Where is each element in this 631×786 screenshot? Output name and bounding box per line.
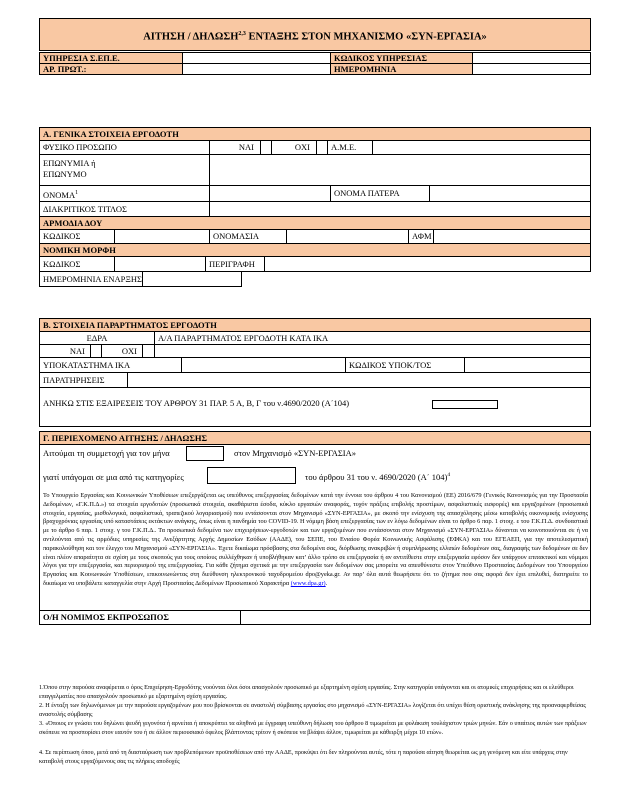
form-title: ΑΙΤΗΣΗ / ΔΗΛΩΣΗ	[143, 31, 239, 43]
legal-code-field[interactable]	[114, 256, 206, 272]
form-title-rest: ΕΝΤΑΞΗΣ ΣΤΟΝ ΜΗΧΑΝΙΣΜΟ «ΣΥΝ-ΕΡΓΑΣΙΑ»	[245, 31, 487, 43]
legal-rep-label: Ο/Η ΝΟΜΙΜΟΣ ΕΚΠΡΟΣΩΠΟΣ	[39, 610, 241, 625]
surname-label-line1: ΕΠΩΝΥΜΙΑ ή	[43, 158, 96, 168]
legal-code-label: ΚΩΔΙΚΟΣ	[39, 256, 115, 272]
request-line1-a: Αιτούμαι τη συμμετοχή για τον μήνα	[43, 448, 170, 458]
distinctive-title-field[interactable]	[209, 201, 591, 217]
exceptions-row	[39, 387, 591, 427]
footnote-1: 1.Όπου στην παρούσα αναφέρεται ο όρος Επιχείρηση-Εργοδότης νοούνται όλοι όσοι απασχολούν προσωπικό με εξαρτημένη σχέση εργασίας. Στην κατηγορία υπάγονται και οι ατομικές επιχειρήσεις και οι ελεύθεροι επαγγελματίες που απασχολούν προσωπικό με εξαρτημένη σχέση εργασίας.	[39, 684, 574, 700]
footnote-2: 2. Η ένταξη των δηλωνόμενων με την παρούσα εργαζομένων μου που βρίσκονται σε αναστολή σύμβασης εργασίας στο μηχανισμό «ΣΥΝ-ΕΡΓΑΣΙΑ» λογίζεται ότι υπέχει θέση οριστικής ανάκλησης της προαναφερθείσας αναστολής σύμβασης	[39, 702, 586, 718]
privacy-notice	[43, 492, 588, 589]
branch-am-label: Α/Α ΠΑΡΑΡΤΗΜΑΤΟΣ ΕΡΓΟΔΟΤΗ ΚΑΤΑ ΙΚΑ	[154, 331, 591, 345]
surname-label	[39, 154, 210, 186]
legal-description-label: ΠΕΡΙΓΡΑΦΗ	[205, 256, 265, 272]
footnote-4: 4. Σε περίπτωση όπου, μετά από τη διασταύρωση των προβλεπόμενων προϋποθέσεων από την ΑΑΔΕ, προκύψει ότι δεν πληρούνται αυτές, τότε η παρούσα αίτηση θεωρείται ως μη γενόμενη και είτε υπάρχεις στην καταβολή στους εργαζόμενους σας τις πλήρεις αποδοχές	[39, 749, 568, 765]
subsector-code-label: ΚΩΔΙΚΟΣ ΥΠΟΚ/ΤΟΣ	[345, 357, 465, 373]
surname-label-line2: ΕΠΩΝΥΜΟ	[43, 169, 87, 179]
doy-denomination-field[interactable]	[286, 229, 409, 244]
request-line2-sup: 4	[447, 472, 451, 478]
footnote-3: 3. «Όποιος εν γνώσει του δηλώνει ψευδή γεγονότα ή αρνείται ή αποκρύπτει τα αληθινά με έγγραφη υπεύθυνη δήλωση του άρθρου 8 τιμωρείται με φυλάκιση τουλάχιστον τριών μηνών. Εάν ο υπαίτιος αυτών των πράξεων σκόπευε να προσπορίσει στον εαυτόν του ή σε άλλον περιουσιακό όφελος βλάπτοντας τρίτον ή σκόπευε να βλάψει άλλον, τιμωρείται με κάθειρξη μέχρι 10 ετών».	[39, 720, 587, 736]
name-field[interactable]	[209, 185, 331, 202]
branch-am-field[interactable]	[154, 344, 591, 358]
legal-rep-field[interactable]	[240, 610, 591, 625]
remarks-field[interactable]	[127, 372, 591, 388]
remarks-label: ΠΑΡΑΤΗΡΗΣΕΙΣ	[39, 372, 128, 388]
afm-label: ΑΦΜ	[408, 229, 434, 244]
erda-no-label: ΟΧΙ	[101, 344, 143, 358]
start-date-label: ΗΜΕΡΟΜΗΝΙΑ ΕΝΑΡΞΗΣ	[39, 271, 143, 287]
protocol-label: ΑΡ. ΠΡΩΤ.:	[39, 63, 183, 75]
date-field[interactable]	[472, 63, 591, 75]
request-line2-b	[305, 470, 450, 483]
doy-denomination-label: ΟΝΟΜΑΣΙΑ	[209, 229, 287, 244]
branch-row1-left	[39, 331, 155, 345]
exceptions-checkbox[interactable]	[432, 400, 498, 409]
ika-branch-label: ΥΠΟΚΑΤΑΣΤΗΜΑ ΙΚΑ	[39, 357, 182, 373]
form-title-sup: 2,3	[238, 31, 246, 37]
protocol-field[interactable]	[182, 63, 331, 75]
father-name-label: ΟΝΟΜΑ ΠΑΤΕΡΑ	[330, 185, 430, 202]
doy-title: ΑΡΜΟΔΙΑ ΔΟΥ	[39, 216, 591, 230]
privacy-text: Το Υπουργείο Εργασίας και Κοινωνικών Υποθέσεων επεξεργάζεται ως υπεύθυνος επεξεργασίας δεδομένων κατά την έννοια του άρθρου 4 του Κανονισμού (ΕΕ) 2016/679 (Γενικός Κανονισμός για την Προστασία Δεδομένων, «Γ.Κ.Π.Δ.») τα στοιχεία εργοδοτών (προσωπικά στοιχεία, ακαθάριστα έσοδα, κύκλο εργασιών αναφοράς, τυχόν πράξεις επιβολής προστίμων, ασφαλιστικές εισφορές) και εργαζομένων (προσωπικά στοιχεία, εργασίας, μισθολογικά, ασφαλιστικά, τραπεζικού λογαριασμού) που εντάσσονται στον Μηχανισμό «ΣΥΝ-ΕΡΓΑΣΙΑ», με σκοπό την ενίσχυση της απασχόλησης μέσω καταβολής οικονομικής ενίσχυσης βραχυχρόνιας εργασίας υπό καταστάσεις εκτάκτων ανάγκης, όπως είναι η πανδημία του COVID-19. Η νόμιμη βάση επεξεργασίας των εν λόγω δεδομένων είναι το άρθρο 6 παρ. 1 στοιχ. ε του Γ.Κ.Π.Δ. συνδυαστικά με το άρθρο 6 παρ. 1 στοιχ. γ του Γ.Κ.Π.Δ.. Τα προσωπικά δεδομένα των επιχειρήσεων-εργοδοτών και των εργαζομένων που εντάσσονται στον Μηχανισμό «ΣΥΝ-ΕΡΓΑΣΙΑ» δύνανται να κοινοποιούνται σε ή να αντλούνται από τις αρμόδιες υπηρεσίες της Ανεξάρτητης Αρχής Δημοσίων Εσόδων (ΑΑΔΕ), του ΣΕΠΕ, του Ενιαίου Φορέα Κοινωνικής Ασφάλισης (ΕΦΚΑ) και του ΕΓΕΑΕΠ, για την αποτελεσματική παρακολούθηση και τον έλεγχο του Μηχανισμού «ΣΥΝ-ΕΡΓΑΣΙΑ». Έχετε δικαίωμα πρόσβασης στα δεδομένα σας, διόρθωσης ανακριβών ή συμπλήρωσης ελλιπών δεδομένων σας, διαγραφής των δεδομένων σε δεν είναι πλέον απαραίτητα σε σχέση με τους σκοπούς για τους οποίους συλλέχθηκαν ή υποβλήθηκαν κατ’ άλλο τρόπο σε επεξεργασία ή αν αντιτίθεστε στην επεξεργασία εφόσον δεν υπάρχουν επιτακτικοί και νόμιμοι λόγοι για την επεξεργασία, και περιορισμού της επεξεργασίας. Για κάθε ζήτημα σχετικά με την επεξεργασία των δεδομένων σας μπορείτε να απευθύνεστε στον Υπεύθυνο Προστασίας Δεδομένων του Υπουργείου Εργασίας και Κοινωνικών Υποθέσεων, επικοινωνώντας στη διεύθυνση ηλεκτρονικού ταχυδρομείου dpo@yeka.gr. Αν παρ’ όλα αυτά θεωρήσετε ότι το ζήτημα που σας αφορά δεν έχει επιλυθεί, διατηρείτε το δικαίωμα να υποβάλετε καταγγελία στην Αρχή Προστασίας Δεδομένων Προσωπικού Χαρακτήρα	[43, 492, 588, 587]
request-line2-b-text: του άρθρου 31 του ν. 4690/2020 (Α΄ 104)	[305, 471, 448, 482]
name-label-text: ΟΝΟΜΑ	[43, 189, 76, 200]
date-label: ΗΜΕΡΟΜΗΝΙΑ	[330, 63, 473, 75]
legal-form-title: ΝΟΜΙΚΗ ΜΟΡΦΗ	[39, 243, 591, 257]
section-a-title: Α. ΓΕΝΙΚΑ ΣΤΟΙΧΕΙΑ ΕΡΓΟΔΟΤΗ	[39, 127, 591, 141]
doy-code-label: ΚΩΔΙΚΟΣ	[39, 229, 115, 244]
ika-branch-field[interactable]	[181, 357, 346, 373]
header-title-bar	[39, 18, 591, 51]
service-code-label: ΚΩΔΙΚΟΣ ΥΠΗΡΕΣΙΑΣ	[330, 52, 473, 64]
erda-label: ΕΔΡΑ	[86, 333, 108, 343]
father-name-field[interactable]	[429, 185, 591, 202]
subsector-code-field[interactable]	[464, 357, 591, 373]
category-input[interactable]	[207, 467, 296, 484]
request-line1-b: στον Μηχανισμό «ΣΥΝ-ΕΡΓΑΣΙΑ»	[234, 448, 357, 458]
section-b-title: Β. ΣΤΟΙΧΕΙΑ ΠΑΡΑΡΤΗΜΑΤΟΣ ΕΡΓΟΔΟΤΗ	[39, 318, 591, 332]
natural-person-label: ΦΥΣΙΚΟ ΠΡΟΣΩΠΟ	[39, 140, 210, 155]
privacy-end: .	[325, 579, 328, 587]
ame-field[interactable]	[372, 140, 591, 155]
service-label: ΥΠΗΡΕΣΙΑ Σ.ΕΠ.Ε.	[39, 52, 183, 64]
erda-yes-label: ΝΑΙ	[39, 344, 91, 358]
start-date-field[interactable]	[142, 271, 242, 287]
afm-field[interactable]	[433, 229, 591, 244]
month-input[interactable]	[186, 446, 224, 461]
name-label	[39, 185, 210, 202]
doy-code-field[interactable]	[114, 229, 210, 244]
name-sup: 1	[75, 190, 79, 196]
legal-description-field[interactable]	[264, 256, 591, 272]
distinctive-title-label: ΔΙΑΚΡΙΤΙΚΟΣ ΤΙΤΛΟΣ	[39, 201, 210, 217]
section-c-title: Γ. ΠΕΡΙΕΧΟΜΕΝΟ ΑΙΤΗΣΗΣ / ΔΗΛΩΣΗΣ	[39, 431, 591, 445]
natural-person-no-label: ΟΧΙ	[271, 140, 317, 155]
request-line2-a: γιατί υπάγομαι σε μια από τις κατηγορίες	[43, 472, 184, 482]
dpa-link[interactable]: (www.dpa.gr)	[290, 579, 326, 587]
natural-person-yes-label: ΝΑΙ	[209, 140, 261, 155]
surname-field[interactable]	[209, 154, 591, 186]
exceptions-label: ΑΝΗΚΩ ΣΤΙΣ ΕΞΑΙΡΕΣΕΙΣ ΤΟΥ ΑΡΘΡΟΥ 31 ΠΑΡ. 5 Α, Β, Γ του ν.4690/2020 (Α΄104)	[43, 398, 350, 408]
ame-label: Α.Μ.Ε.	[327, 140, 373, 155]
